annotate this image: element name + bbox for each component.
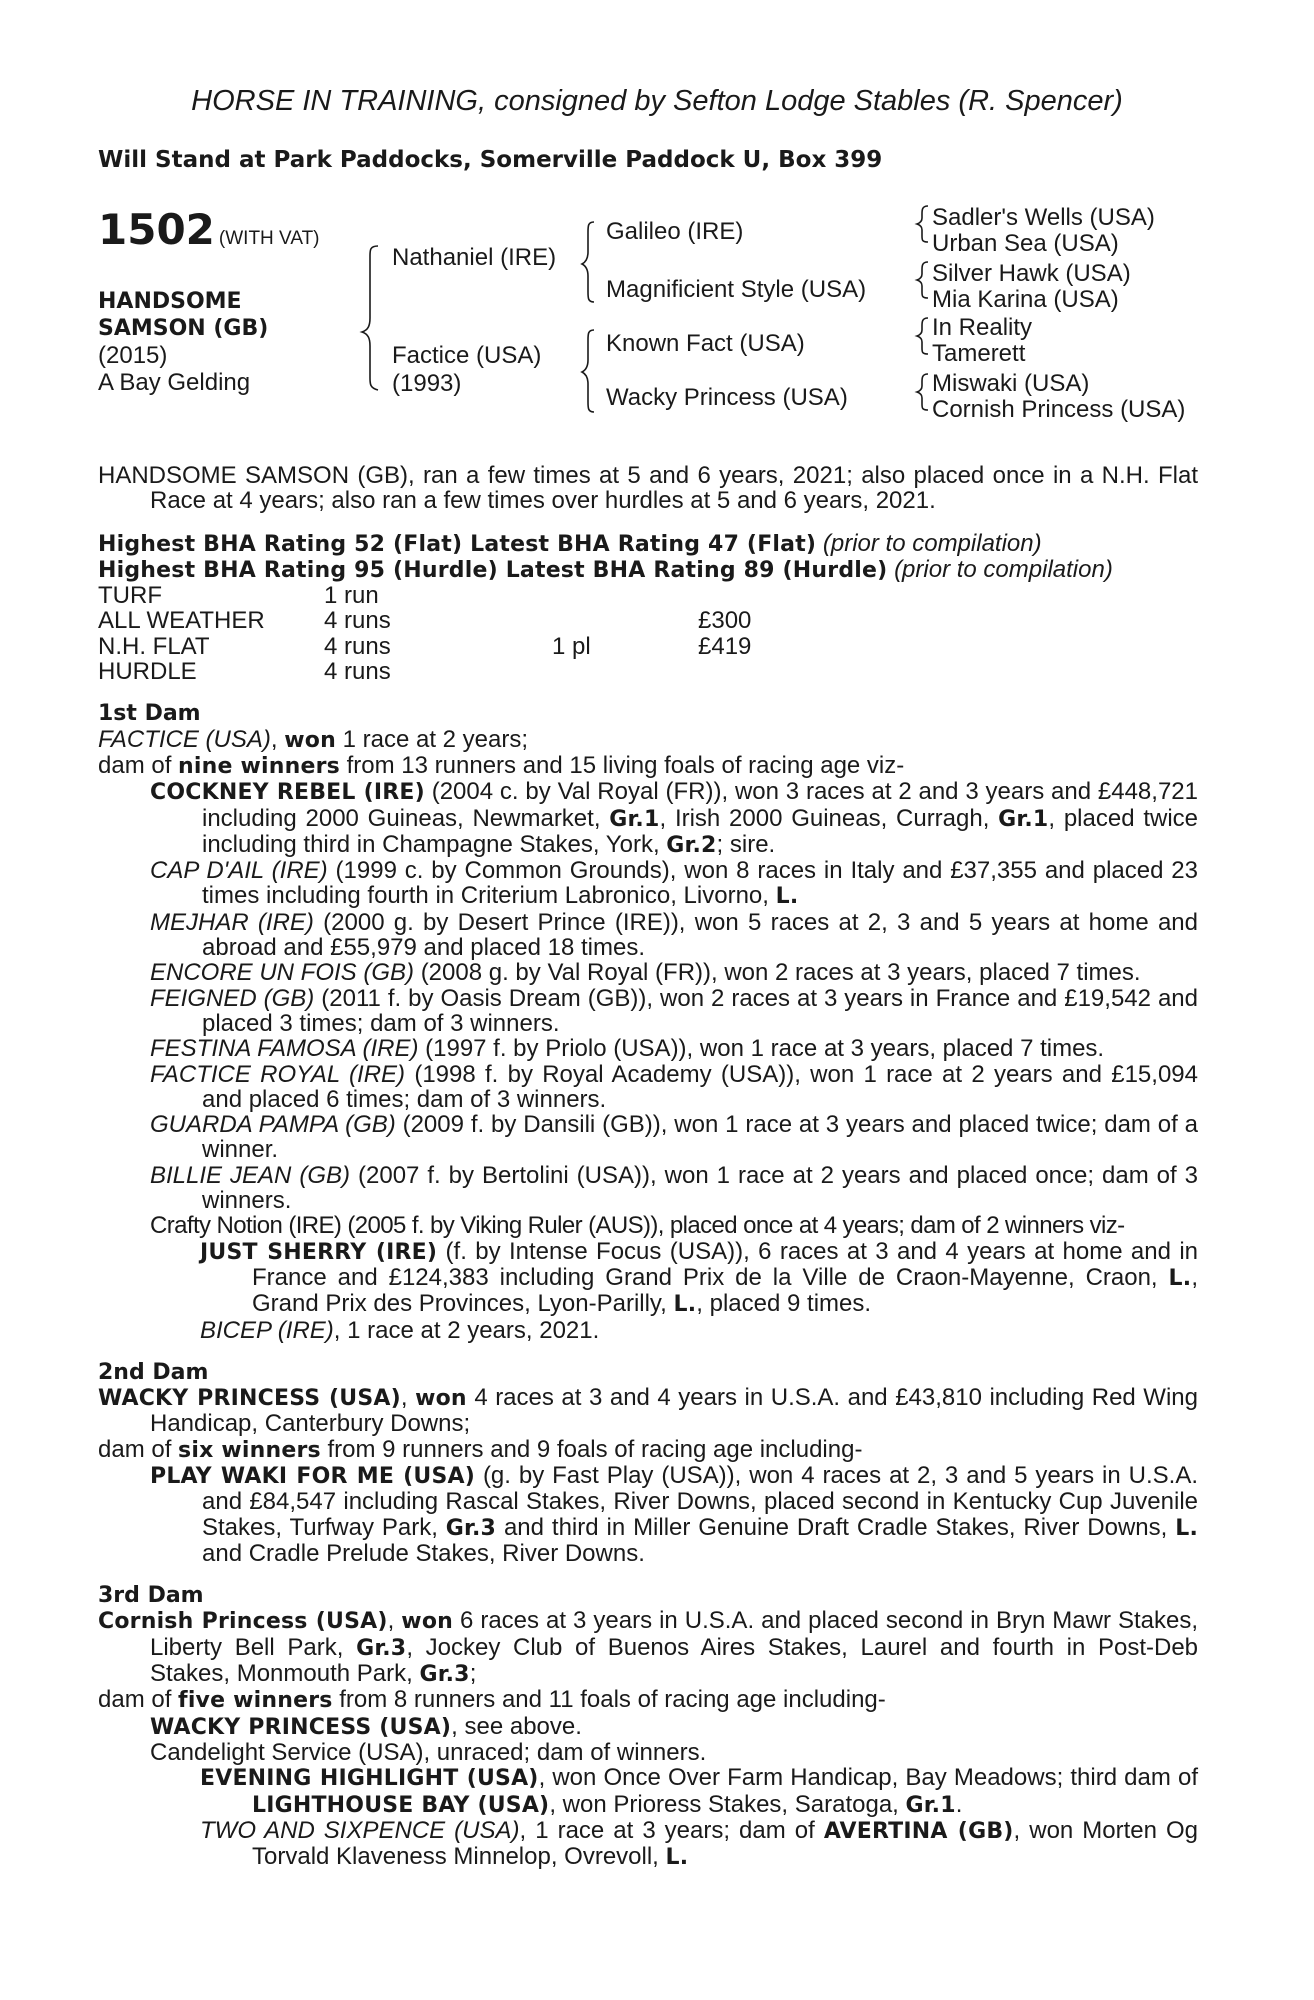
horse-description: A Bay Gelding (98, 369, 251, 396)
produce-entry: PLAY WAKI FOR ME (USA) (g. by Fast Play (USA)), won 4 races at 2, 3 and 5 years in U.S.A. and £84,547 including Rascal Stakes, River Downs, placed second in Kentucky Cup Juvenile Stakes, Turfway Park, Gr.3 and third in Miller Genuine Draft Cradle Stakes, River Downs, L. and Cradle Prelude Stakes, River Downs. (150, 1461, 1199, 1567)
rating-line-hurdle: Highest BHA Rating 95 (Hurdle) Latest BHA Rating 89 (Hurdle) (prior to compilation) (98, 555, 1113, 583)
brace-gen3-4 (917, 374, 928, 410)
pedigree-dam-sire: Known Fact (USA) (606, 330, 805, 357)
pedigree-dam-year: (1993) (392, 370, 462, 397)
produce-entry: FEIGNED (GB) (2011 f. by Oasis Dream (GB)), won 2 races at 3 years in France and £19,542 and placed 3 times; dam of 3 winners. (150, 984, 1198, 1037)
produce-entry: TWO AND SIXPENCE (USA), 1 race at 3 years; dam of AVERTINA (GB), won Morten Og Torvald Klaveness Minnelop, Ovrevoll, L. (200, 1816, 1199, 1871)
produce-entry: BILLIE JEAN (GB) (2007 f. by Bertolini (USA)), won 1 race at 2 years and placed once; dam of 3 winners. (150, 1161, 1199, 1215)
rating-line-flat: Highest BHA Rating 52 (Flat) Latest BHA Rating 47 (Flat) (prior to compilation) (98, 529, 1042, 557)
brace-gen2-dam (582, 330, 594, 412)
produce-entry: FACTICE ROYAL (IRE) (1998 f. by Royal Academy (USA)), won 1 race at 2 years and £15,094 and placed 6 times; dam of 3 winners. (150, 1060, 1198, 1113)
produce-entry: COCKNEY REBEL (IRE) (2004 c. by Val Royal (FR)), won 3 races at 2 and 3 years and £448,721 including 2000 Guineas, Newmarket, Gr.1, Irish 2000 Guineas, Curragh, Gr.1, placed twice including third in Champagne Stakes, York, Gr.2; sire. (150, 778, 1198, 858)
summary-paragraph: HANDSOME SAMSON (GB), ran a few times at 5 and 6 years, 2021; also placed once in a N.H. Flat Race at 4 years; also ran a few times over hurdles at 5 and 6 years, 2021. (98, 462, 1198, 515)
produce-entry: EVENING HIGHLIGHT (USA), won Once Over Farm Handicap, Bay Meadows; third dam of LIGHTHOUSE BAY (USA), won Prioress Stakes, Saratoga, Gr.1. (200, 1764, 1198, 1818)
race-record-table (98, 583, 1198, 684)
brace-gen1 (362, 246, 378, 390)
pedigree-dam-dam: Wacky Princess (USA) (606, 384, 848, 411)
pedigree-gen3-1: Sadler's Wells (USA) (932, 204, 1155, 231)
pedigree-gen3-2: Urban Sea (USA) (932, 230, 1119, 257)
produce-entry: CAP D'AIL (IRE) (1999 c. by Common Grounds), won 8 races in Italy and £37,355 and placed 23 times including fourth in Criterium Labronico, Livorno, L. (150, 857, 1198, 910)
pedigree-gen3-4: Mia Karina (USA) (932, 286, 1119, 313)
first-dam-produce-summary: dam of nine winners from 13 runners and 15 living foals of racing age viz- (98, 751, 905, 779)
first-dam-heading: 1st Dam (98, 701, 201, 727)
first-dam-intro: FACTICE (USA), won 1 race at 2 years; (98, 725, 529, 753)
second-dam-intro: WACKY PRINCESS (USA), won 4 races at 3 and 4 years in U.S.A. and £43,810 including Red Wing Handicap, Canterbury Downs; (98, 1384, 1198, 1438)
third-dam-produce-summary: dam of five winners from 8 runners and 11 foals of racing age including- (98, 1686, 886, 1714)
pedigree-gen3-6: Tamerett (932, 340, 1026, 367)
third-dam-heading: 3rd Dam (98, 1583, 204, 1609)
vat-label: (WITH VAT) (218, 228, 320, 249)
pedigree-sire: Nathaniel (IRE) (392, 244, 557, 271)
horse-year: (2015) (98, 342, 168, 369)
produce-entry: Crafty Notion (IRE) (2005 f. by Viking Ruler (AUS)), placed once at 4 years; dam of 2 winners viz- (150, 1212, 1125, 1240)
brace-gen3-3 (917, 318, 928, 354)
pedigree-gen3-3: Silver Hawk (USA) (932, 260, 1131, 287)
produce-entry: JUST SHERRY (IRE) (f. by Intense Focus (USA)), 6 races at 3 and 4 years at home and in France and £124,383 including Grand Prix de la Ville de Craon-Mayenne, Craon, L., Grand Prix des Provinces, Lyon-Parilly, L., placed 9 times. (200, 1237, 1198, 1318)
pedigree-sire-sire: Galileo (IRE) (606, 218, 744, 245)
pedigree-gen3-7: Miswaki (USA) (932, 370, 1090, 397)
pedigree-gen3-5: In Reality (932, 314, 1033, 341)
lot-number: 1502 (98, 205, 215, 254)
pedigree-gen3-8: Cornish Princess (USA) (932, 396, 1186, 423)
brace-gen3-2 (917, 262, 928, 298)
stats-row: ALL WEATHER 4 runs £300 (98, 607, 752, 635)
horse-name-line2: SAMSON (GB) (98, 316, 269, 341)
third-dam-intro: Cornish Princess (USA), won 6 races at 3 years in U.S.A. and placed second in Bryn Mawr Stakes, Liberty Bell Park, Gr.3, Jockey Club of Buenos Aires Stakes, Laurel and fourth in Post-Deb Stakes, Monmouth Park, Gr.3; (98, 1607, 1199, 1688)
catalogue-body (98, 463, 1198, 1870)
pedigree-sire-dam: Magnificient Style (USA) (606, 276, 867, 303)
second-dam-heading: 2nd Dam (98, 1359, 209, 1385)
produce-entry: BICEP (IRE), 1 race at 2 years, 2021. (200, 1316, 600, 1344)
produce-entry: GUARDA PAMPA (GB) (2009 f. by Dansili (GB)), won 1 race at 3 years and placed twice; dam of a winner. (150, 1111, 1198, 1164)
second-dam-produce-summary: dam of six winners from 9 runners and 9 foals of racing age including- (98, 1435, 863, 1463)
produce-entry: WACKY PRINCESS (USA), see above. (150, 1712, 582, 1740)
produce-entry: Candelight Service (USA), unraced; dam of winners. (150, 1738, 707, 1766)
brace-gen2-sire (582, 222, 594, 302)
produce-entry: ENCORE UN FOIS (GB) (2008 g. by Val Royal (FR)), won 2 races at 3 years, placed 7 times. (150, 959, 1141, 987)
stats-row: N.H. FLAT 4 runs 1 pl £419 (98, 632, 752, 660)
produce-entry: MEJHAR (IRE) (2000 g. by Desert Prince (IRE)), won 5 races at 2, 3 and 5 years at home and abroad and £55,979 and placed 18 times. (150, 908, 1198, 962)
brace-gen3-1 (917, 206, 928, 242)
horse-name-line1: HANDSOME (98, 289, 242, 314)
stats-row: HURDLE 4 runs (98, 658, 391, 686)
stats-row: TURF 1 run (98, 582, 379, 610)
pedigree-dam: Factice (USA) (392, 342, 542, 369)
produce-entry: FESTINA FAMOSA (IRE) (1997 f. by Priolo (USA)), won 1 race at 3 years, placed 7 times. (150, 1035, 1105, 1063)
consignment-header: HORSE IN TRAINING, consigned by Sefton Lodge Stables (R. Spencer) (191, 85, 1123, 117)
stand-location: Will Stand at Park Paddocks, Somerville Paddock U, Box 399 (98, 147, 883, 173)
